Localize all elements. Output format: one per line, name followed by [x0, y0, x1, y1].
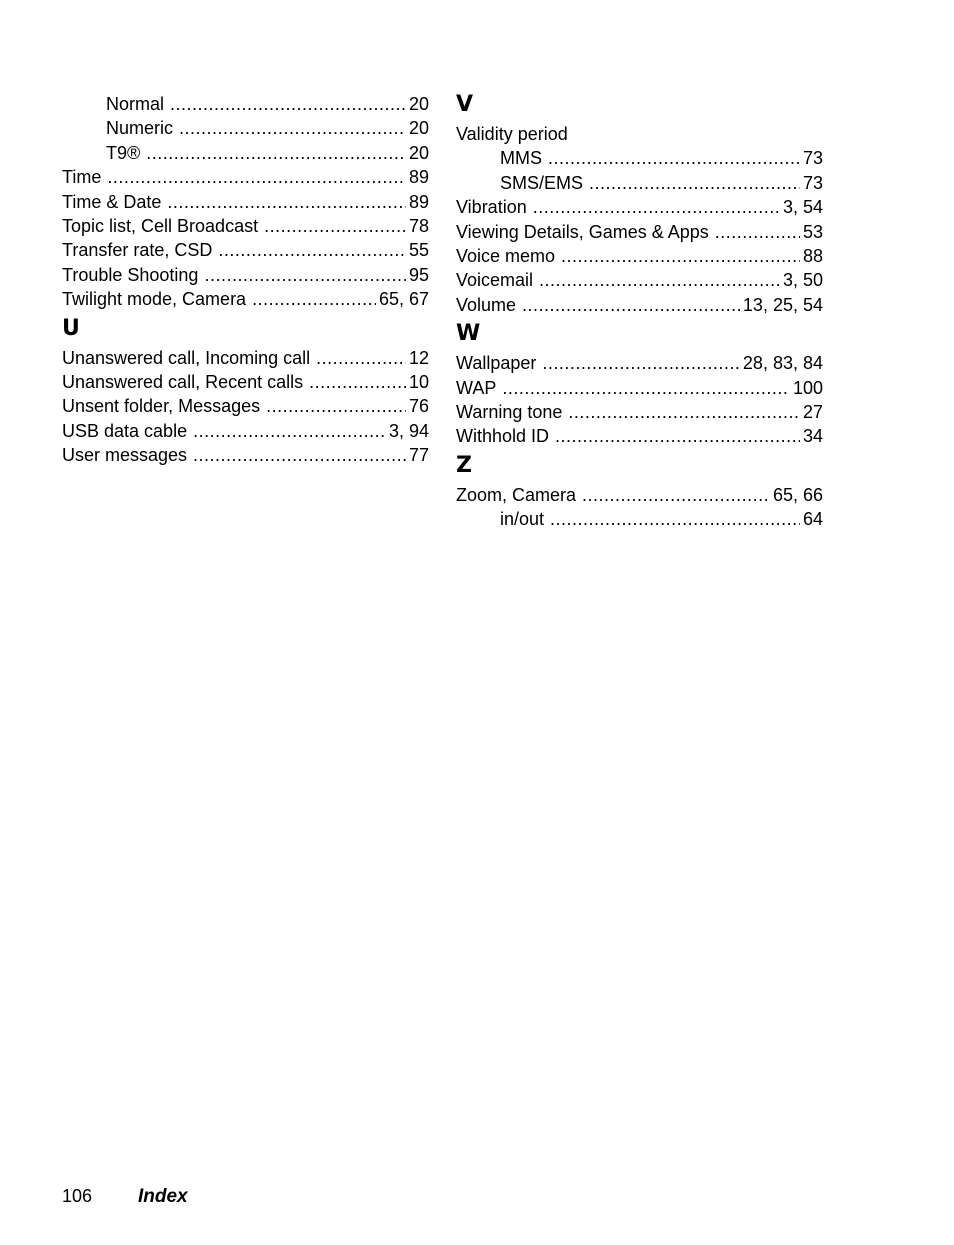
- index-entry-sms-ems: SMS/EMS ..... 73: [456, 171, 823, 195]
- index-entry-user-messages: User messages ..... 77: [62, 443, 429, 467]
- index-entry-voicemail: Voicemail ..... 3, 50: [456, 268, 823, 292]
- index-entry-twilight-mode: Twilight mode, Camera ..... 65, 67: [62, 287, 429, 311]
- index-entry-wallpaper: Wallpaper ..... 28, 83, 84: [456, 351, 823, 375]
- index-entry-voice-memo: Voice memo ..... 88: [456, 244, 823, 268]
- index-entry-unsent-folder: Unsent folder, Messages ..... 76: [62, 394, 429, 418]
- page-number: 106: [62, 1186, 93, 1206]
- index-entry-topic-list: Topic list, Cell Broadcast ..... 78: [62, 214, 429, 238]
- index-entry-wap: WAP ..... 100: [456, 376, 823, 400]
- index-entry-in-out: in/out ..... 64: [456, 507, 823, 531]
- index-entry-validity-period: Validity period: [456, 124, 568, 144]
- index-entry-numeric: Numeric ..... 20: [62, 116, 429, 140]
- index-entry-zoom-camera: Zoom, Camera ..... 65, 66: [456, 483, 823, 507]
- index-entry-t9: T9® ..... 20: [62, 141, 429, 165]
- index-entry-unanswered-recent: Unanswered call, Recent calls ..... 10: [62, 370, 429, 394]
- section-heading-w: W: [456, 321, 481, 347]
- section-heading-z: Z: [456, 452, 472, 478]
- page-footer: [62, 1186, 188, 1208]
- index-entry-normal: Normal ..... 20: [62, 92, 429, 116]
- index-entry-time-date: Time & Date ..... 89: [62, 190, 429, 214]
- section-heading-u: U: [62, 315, 80, 341]
- index-entry-volume: Volume ..... 13, 25, 54: [456, 293, 823, 317]
- index-entry-withhold-id: Withhold ID ..... 34: [456, 424, 823, 448]
- index-entry-mms: MMS ..... 73: [456, 146, 823, 170]
- section-title: Index: [138, 1186, 188, 1207]
- index-column-right: [456, 92, 823, 531]
- index-entry-usb-data-cable: USB data cable ..... 3, 94: [62, 419, 429, 443]
- index-entry-vibration: Vibration ..... 3, 54: [456, 195, 823, 219]
- index-entry-transfer-rate: Transfer rate, CSD ..... 55: [62, 238, 429, 262]
- index-entry-trouble-shooting: Trouble Shooting ..... 95: [62, 263, 429, 287]
- index-entry-unanswered-incoming: Unanswered call, Incoming call ..... 12: [62, 346, 429, 370]
- index-entry-time: Time ..... 89: [62, 165, 429, 189]
- index-entry-viewing-details: Viewing Details, Games & Apps ..... 53: [456, 220, 823, 244]
- index-column-left: [62, 92, 429, 467]
- index-entry-warning-tone: Warning tone ..... 27: [456, 400, 823, 424]
- section-heading-v: V: [456, 92, 474, 117]
